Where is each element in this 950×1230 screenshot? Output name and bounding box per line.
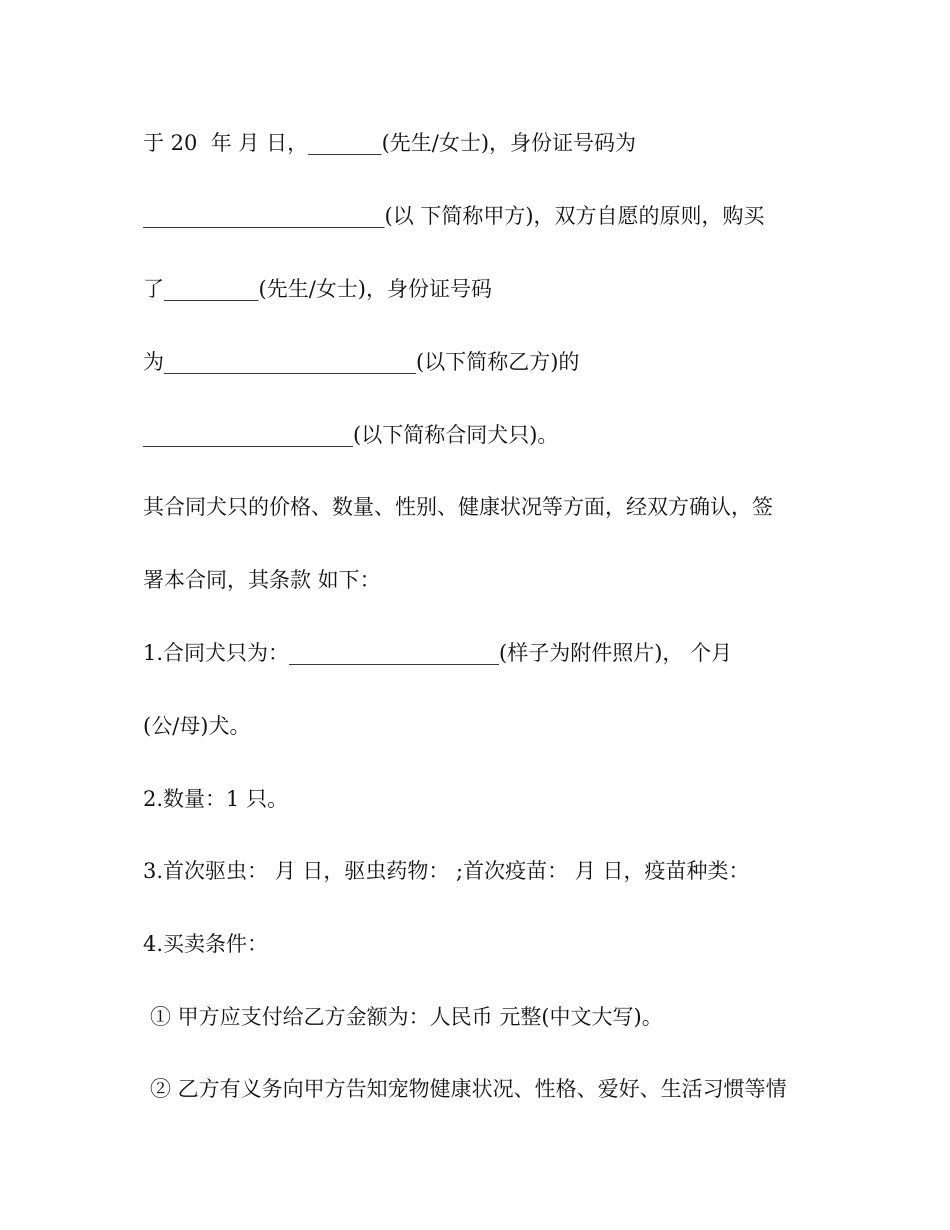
contract-line-1: 于 20 年 月 日，_______(先生/女士)，身份证号码为 <box>143 131 637 155</box>
contract-line-5: ____________________(以下简称合同犬只)。 <box>143 423 559 447</box>
contract-line-2: _______________________(以 下简称甲方)，双方自愿的原则，购买 <box>143 204 765 228</box>
contract-line-7: 署本合同，其条款 如下： <box>143 568 381 592</box>
clause-1-line-1: 1.合同犬只为：____________________(样子为附件照片)， 个月 <box>143 641 733 665</box>
clause-4-item-1: ① 甲方应支付给乙方金额为：人民币 元整(中文大写)。 <box>150 1005 663 1029</box>
contract-line-4: 为________________________(以下简称乙方)的 <box>143 350 580 374</box>
clause-4-heading: 4.买卖条件： <box>143 932 269 956</box>
contract-line-3: 了_________(先生/女士)，身份证号码 <box>143 277 492 301</box>
contract-line-6: 其合同犬只的价格、数量、性别、健康状况等方面，经双方确认，签 <box>143 495 773 519</box>
clause-1-line-2: (公/母)犬。 <box>143 714 251 738</box>
clause-3: 3.首次驱虫： 月 日，驱虫药物： ;首次疫苗： 月 日，疫苗种类： <box>143 859 750 883</box>
clause-2: 2.数量：1 只。 <box>143 787 289 811</box>
clause-4-item-2: ② 乙方有义务向甲方告知宠物健康状况、性格、爱好、生活习惯等情 <box>150 1077 787 1101</box>
